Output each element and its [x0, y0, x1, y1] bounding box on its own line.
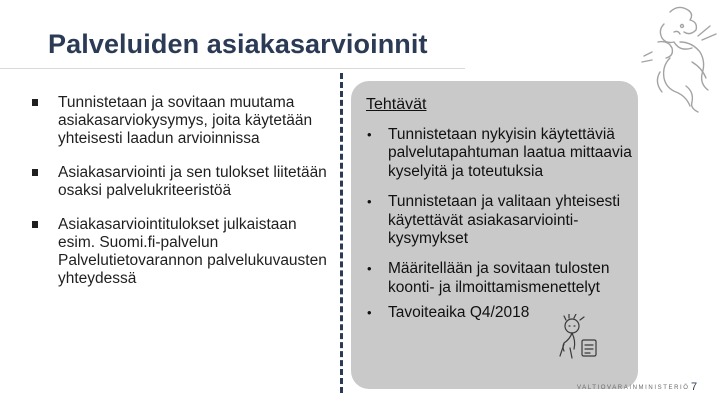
left-bullet-item	[30, 164, 330, 200]
square-bullet-icon	[32, 169, 38, 176]
thinking-person-icon	[556, 314, 600, 360]
bullet-dot-icon: •	[367, 261, 372, 277]
task-item	[366, 126, 641, 181]
task-panel-heading: Tehtävät	[366, 96, 427, 113]
task-list	[366, 126, 641, 335]
dashed-divider	[340, 73, 343, 393]
task-item-text: Tavoiteaika Q4/2018	[388, 304, 530, 322]
left-bullet-item	[30, 216, 330, 288]
bullet-dot-icon: •	[367, 305, 372, 321]
bullet-dot-icon: •	[367, 194, 372, 210]
task-item	[366, 260, 641, 297]
square-bullet-icon	[32, 99, 38, 106]
left-bullet-item	[30, 94, 330, 148]
left-bullet-text: Asiakasarviointitulokset julkaistaan esim. Suomi.fi-palvelun Palvelutietovarannon palvelukuvausten yhteydessä	[58, 216, 327, 287]
slide-title: Palveluiden asiakasarvioinnit	[48, 29, 428, 59]
left-bullet-text: Tunnistetaan ja sovitaan muutama asiakasarviokysymys, joita käytetään yhteisesti laadun arvioinnissa	[58, 94, 313, 147]
bullet-dot-icon: •	[367, 127, 372, 142]
page-number: 7	[691, 381, 698, 393]
footer-brand: VALTIOVARAINMINISTERIÖ	[577, 385, 690, 391]
task-item	[366, 193, 641, 248]
task-item-text: Tunnistetaan nykyisin käytettäviä palvelutapahtuman laatua mittaavia kyselyitä ja toteutuksia	[388, 126, 632, 180]
title-underline	[0, 68, 465, 69]
task-item-text: Tunnistetaan ja valitaan yhteisesti käytettävät asiakasarviointi-kysymykset	[388, 193, 621, 248]
square-bullet-icon	[32, 221, 38, 228]
finnish-lion-crest-icon	[640, 2, 718, 114]
left-bullet-text: Asiakasarviointi ja sen tulokset liitetään osaksi palvelukriteeristöä	[58, 164, 327, 199]
task-item-text: Määritellään ja sovitaan tulosten koonti- ja ilmoittamismenettelyt	[388, 260, 610, 296]
left-bullet-list	[30, 94, 330, 304]
